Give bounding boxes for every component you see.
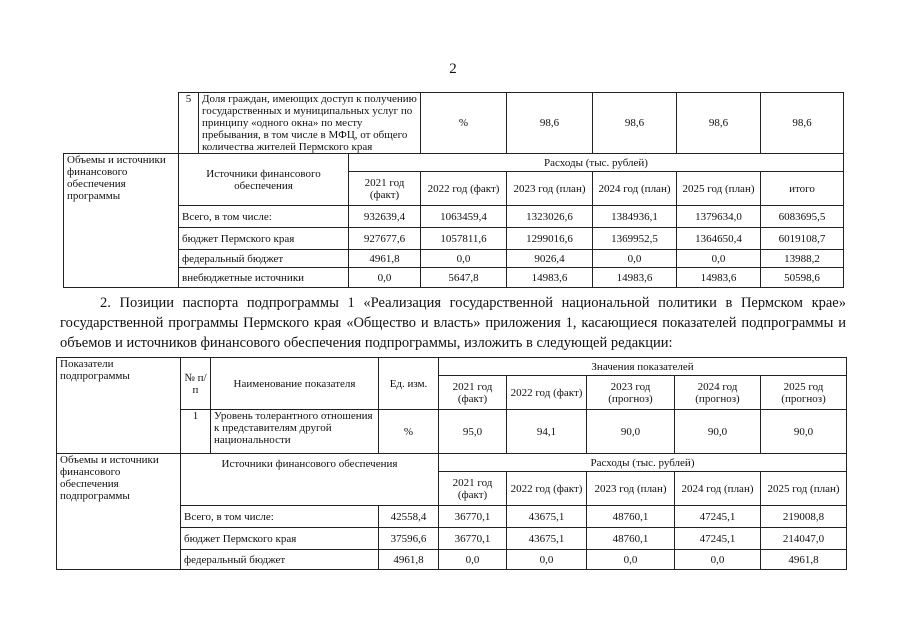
finance-value: 1384936,1 — [593, 206, 677, 228]
year-header: 2025 год (прогноз) — [761, 376, 847, 410]
sub-expenses-header-row — [57, 454, 847, 472]
finance-value: 0,0 — [593, 250, 677, 268]
indicator-number: 1 — [181, 410, 211, 454]
unit-header: Ед. изм. — [379, 358, 439, 410]
finance-value: 1379634,0 — [677, 206, 761, 228]
indicator-name: Уровень толерантного отношения к представителям другой национальности — [211, 410, 379, 454]
indicator-value: 95,0 — [439, 410, 507, 454]
total-header: итого — [761, 172, 844, 206]
finance-value: 48760,1 — [587, 528, 675, 550]
finance-row — [64, 268, 844, 288]
expenses-header: Расходы (тыс. рублей) — [439, 454, 847, 472]
year-header: 2025 год (план) — [761, 472, 847, 506]
finance-value: 927677,6 — [349, 228, 421, 250]
finance-value: 0,0 — [349, 268, 421, 288]
sources-header: Источники финансового обеспечения — [181, 454, 439, 506]
indicator-value: 90,0 — [761, 410, 847, 454]
finance-value: 47245,1 — [675, 506, 761, 528]
indicator-name-header: Наименование показателя — [211, 358, 379, 410]
finance-value: 1057811,6 — [421, 228, 507, 250]
finance-value: 5647,8 — [421, 268, 507, 288]
finance-value: 0,0 — [507, 550, 587, 570]
finance-value: 1364650,4 — [677, 228, 761, 250]
page-number: 2 — [449, 61, 457, 77]
finance-row — [64, 206, 844, 228]
indicator-value: 90,0 — [587, 410, 675, 454]
finance-value: 4961,8 — [379, 550, 439, 570]
finance-value: 1323026,6 — [507, 206, 593, 228]
year-header: 2023 год (прогноз) — [587, 376, 675, 410]
finance-value: 0,0 — [587, 550, 675, 570]
subprogram-table — [56, 357, 847, 570]
year-header: 2021 год (факт) — [439, 376, 507, 410]
indicator-value: 98,6 — [677, 93, 761, 154]
finance-label: федеральный бюджет — [179, 250, 349, 268]
finance-value: 1369952,5 — [593, 228, 677, 250]
indicator-value: 94,1 — [507, 410, 587, 454]
finance-total: 214047,0 — [761, 528, 847, 550]
values-header: Значения показателей — [439, 358, 847, 376]
indicator-unit: % — [379, 410, 439, 454]
finance-label: Всего, в том числе: — [179, 206, 349, 228]
program-table — [63, 92, 844, 288]
finance-total: 4961,8 — [761, 550, 847, 570]
year-header: 2022 год (факт) — [507, 376, 587, 410]
finance-value: 932639,4 — [349, 206, 421, 228]
finance-total: 13988,2 — [761, 250, 844, 268]
year-header: 2021 год (факт) — [349, 172, 421, 206]
finance-value: 14983,6 — [677, 268, 761, 288]
finance-value: 0,0 — [677, 250, 761, 268]
finance-value: 47245,1 — [675, 528, 761, 550]
indicator-value: 98,6 — [593, 93, 677, 154]
finance-value: 36770,1 — [439, 506, 507, 528]
finance-value: 1299016,6 — [507, 228, 593, 250]
year-header: 2023 год (план) — [507, 172, 593, 206]
finance-value: 14983,6 — [507, 268, 593, 288]
year-header: 2025 год (план) — [677, 172, 761, 206]
indicator-row-5 — [64, 93, 844, 154]
finance-value: 4961,8 — [349, 250, 421, 268]
finance-value: 36770,1 — [439, 528, 507, 550]
finance-value: 0,0 — [421, 250, 507, 268]
finance-value: 42558,4 — [379, 506, 439, 528]
finance-total: 50598,6 — [761, 268, 844, 288]
finance-value: 0,0 — [439, 550, 507, 570]
finance-value: 48760,1 — [587, 506, 675, 528]
indicator-name: Доля граждан, имеющих доступ к получению государственных и муниципальных услуг по принципу «одного окна» по месту пребывания, в том числе в МФЦ, от общего количества жителей Пермского края — [199, 93, 421, 154]
finance-label: Всего, в том числе: — [181, 506, 379, 528]
finance-value: 1063459,4 — [421, 206, 507, 228]
year-header: 2022 год (факт) — [421, 172, 507, 206]
indicator-unit: % — [421, 93, 507, 154]
indicator-value: 98,6 — [761, 93, 844, 154]
finance-label: внебюджетные источники — [179, 268, 349, 288]
indicator-value: 90,0 — [675, 410, 761, 454]
finance-label: бюджет Пермского края — [181, 528, 379, 550]
year-header: 2024 год (прогноз) — [675, 376, 761, 410]
sources-header: Источники финансового обеспечения — [179, 154, 349, 206]
finance-total: 6083695,5 — [761, 206, 844, 228]
finance-label: бюджет Пермского края — [179, 228, 349, 250]
values-header-row — [57, 358, 847, 376]
finance-label: федеральный бюджет — [181, 550, 379, 570]
expenses-header: Расходы (тыс. рублей) — [349, 154, 844, 172]
finance-total: 6019108,7 — [761, 228, 844, 250]
finance-value: 43675,1 — [507, 506, 587, 528]
finance-value: 14983,6 — [593, 268, 677, 288]
number-header: № п/п — [181, 358, 211, 410]
finance-row — [64, 228, 844, 250]
program-finance-label: Объемы и источники финансового обеспечения программы — [64, 154, 179, 288]
year-header: 2022 год (факт) — [507, 472, 587, 506]
expenses-header-row — [64, 154, 844, 172]
year-header: 2021 год (факт) — [439, 472, 507, 506]
indicator-number: 5 — [179, 93, 199, 154]
finance-value: 0,0 — [675, 550, 761, 570]
year-header: 2023 год (план) — [587, 472, 675, 506]
year-header: 2024 год (план) — [593, 172, 677, 206]
finance-total: 219008,8 — [761, 506, 847, 528]
finance-value: 9026,4 — [507, 250, 593, 268]
finance-row — [64, 250, 844, 268]
year-header: 2024 год (план) — [675, 472, 761, 506]
indicator-value: 98,6 — [507, 93, 593, 154]
finance-value: 37596,6 — [379, 528, 439, 550]
subprogram-finance-label: Объемы и источники финансового обеспечения подпрограммы — [57, 454, 181, 570]
subprogram-indicators-label: Показатели подпрограммы — [57, 358, 181, 454]
finance-value: 43675,1 — [507, 528, 587, 550]
amendment-paragraph: 2. Позиции паспорта подпрограммы 1 «Реализация государственной национальной политики в Пермском крае» государственной программы Пермского края «Общество и власть» приложения 1, касающиеся показателей подпрограммы и объемов и источников финансового обеспечения подпрограммы, изложить в следующей редакции: — [60, 295, 846, 351]
